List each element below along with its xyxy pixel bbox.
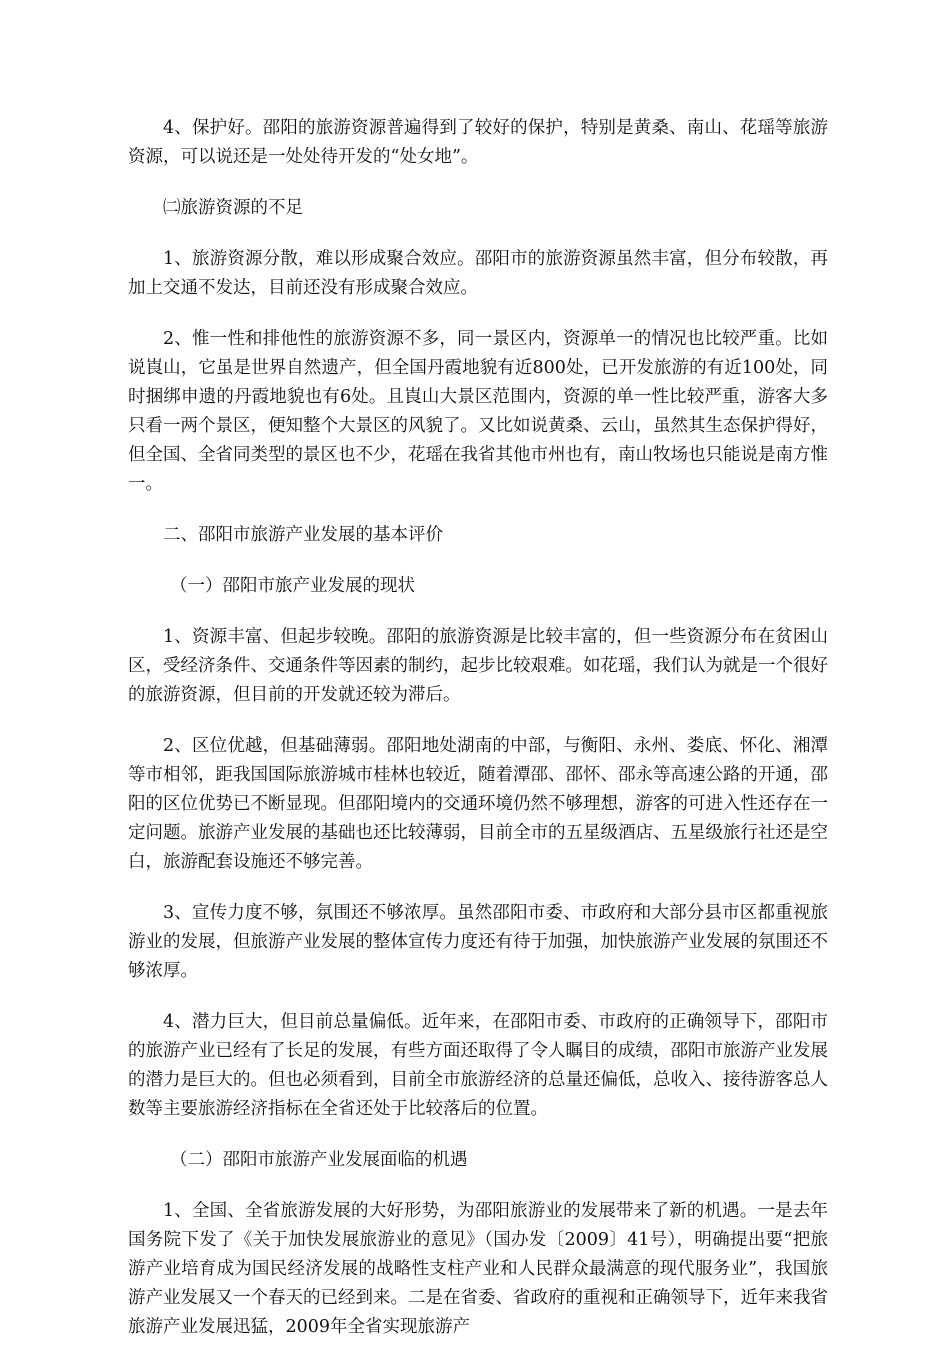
paragraph-national-trend: 1、全国、全省旅游发展的大好形势，为邵阳旅游业的发展带来了新的机遇。一是去年国务院下发了《关于加快发展旅游业的意见》（国办发〔2009〕41号），明确提出要“把旅游产业培育成为国民经济发展的战略性支柱产业和人民群众最满意的现代服务业”，我国旅游产业发展又一个春天的已经到来。二是在省委、省政府的重视和正确领导下，近年来我省旅游产业发展迅猛，2009年全省实现旅游产 [128,1201,828,1337]
paragraph-location-advantage: 2、区位优越，但基础薄弱。邵阳地处湖南的中部，与衡阳、永州、娄底、怀化、湘潭等市相邻，距我国国际旅游城市桂林也较近，随着潭邵、邵怀、邵永等高速公路的开通，邵阳的区位优势已不断显现。但邵阳境内的交通环境仍然不够理想，游客的可进入性还存在一定问题。旅游产业发展的基础也还比较薄弱，目前全市的五星级酒店、五星级旅行社还是空白，旅游配套设施还不够完善。 [128,736,828,872]
subsection-heading-current-status: （一）邵阳市旅产业发展的现状 [170,576,415,596]
paragraph-rich-resources-late-start: 1、资源丰富、但起步较晚。邵阳的旅游资源是比较丰富的，但一些资源分布在贫困山区，受经济条件、交通条件等因素的制约，起步比较艰难。如花瑶，我们认为就是一个很好的旅游资源，但目前的开发就还较为滞后。 [128,627,828,705]
paragraph-unique-resources: 2、惟一性和排他性的旅游资源不多，同一景区内，资源单一的情况也比较严重。比如说崀山，它虽是世界自然遗产，但全国丹霞地貌有近800处，已开发旅游的有近100处，同时捆绑申遗的丹霞地貌也有6处。且崀山大景区范围内，资源的单一性比较严重，游客大多只看一两个景区，便知整个大景区的风貌了。又比如说黄桑、云山，虽然其生态保护得好，但全国、全省同类型的景区也不少，花瑶在我省其他市州也有，南山牧场也只能说是南方惟一。 [128,329,828,494]
paragraph-dispersed-resources: 1、旅游资源分散，难以形成聚合效应。邵阳市的旅游资源虽然丰富，但分布较散，再加上交通不发达，目前还没有形成聚合效应。 [128,249,828,298]
paragraph-potential: 4、潜力巨大，但目前总量偏低。近年来，在邵阳市委、市政府的正确领导下，邵阳市的旅游产业已经有了长足的发展，有些方面还取得了令人瞩目的成绩，邵阳市旅游产业发展的潜力是巨大的。但也必须看到，目前全市旅游经济的总量还偏低，总收入、接待游客总人数等主要旅游经济指标在全省还处于比较落后的位置。 [128,1012,828,1119]
paragraph-protection: 4、保护好。邵阳的旅游资源普遍得到了较好的保护，特别是黄桑、南山、花瑶等旅游资源，可以说还是一处处待开发的“处女地”。 [128,118,828,167]
section-heading-resource-shortcomings: ㈡旅游资源的不足 [163,198,303,218]
section-heading-basic-evaluation: 二、邵阳市旅游产业发展的基本评价 [163,525,443,545]
document-body [128,114,828,1364]
paragraph-promotion: 3、宣传力度不够，氛围还不够浓厚。虽然邵阳市委、市政府和大部分县市区都重视旅游业的发展，但旅游产业发展的整体宣传力度还有待于加强，加快旅游产业发展的氛围还不够浓厚。 [128,903,828,981]
subsection-heading-opportunities: （二）邵阳市旅游产业发展面临的机遇 [170,1150,468,1170]
